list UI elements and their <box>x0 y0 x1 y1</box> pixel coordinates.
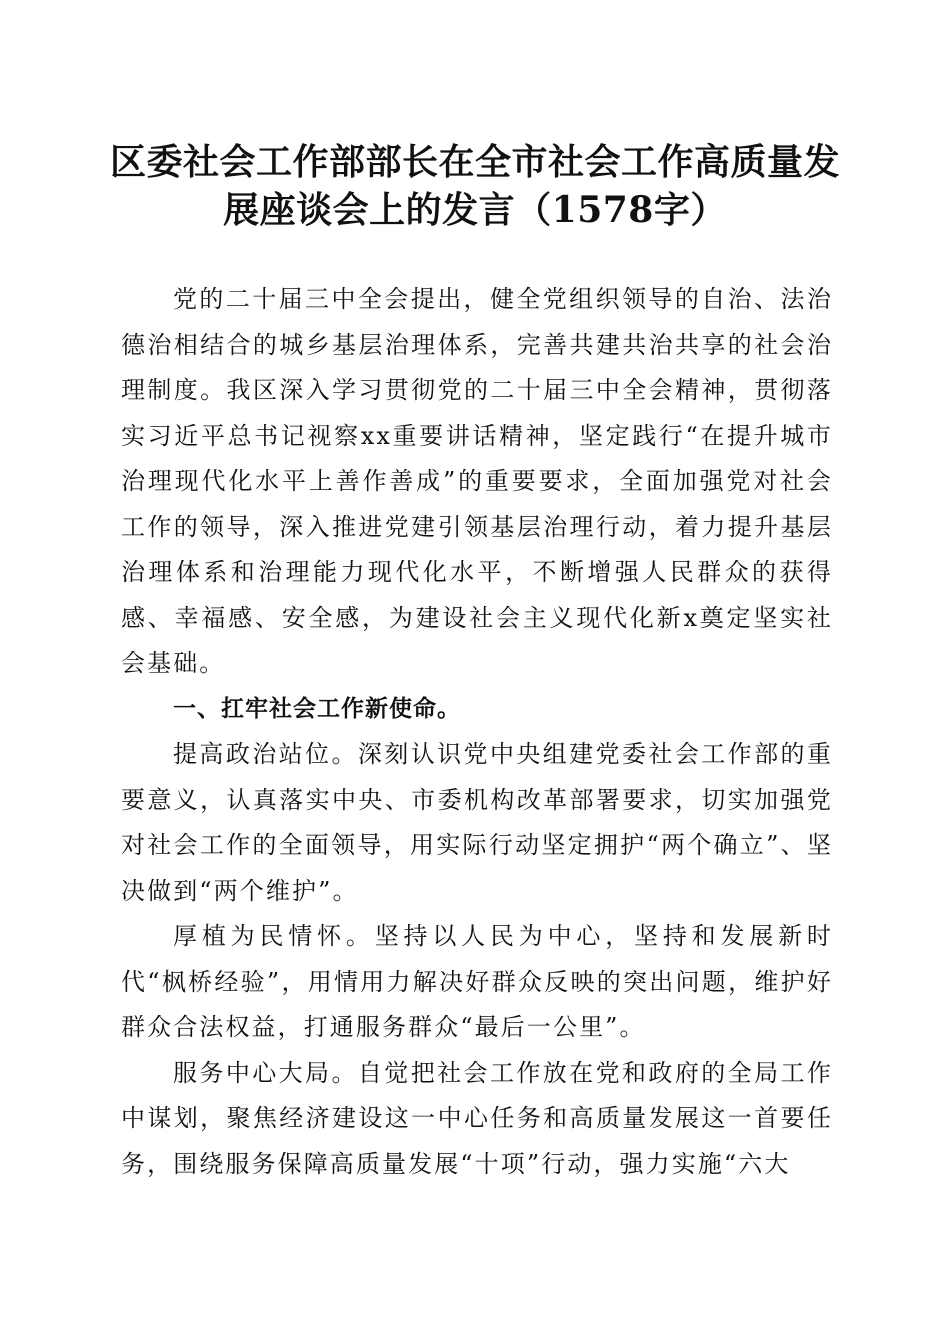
section1-paragraph-political-stance: 提高政治站位。深刻认识党中央组建党委社会工作部的重要意义，认真落实中央、市委机构改革部署要求，切实加强党对社会工作的全面领导，用实际行动坚定拥护“两个确立”、坚决做到“两个维护”。 <box>121 740 833 905</box>
intro-paragraph: 党的二十届三中全会提出，健全党组织领导的自治、法治德治相结合的城乡基层治理体系，完善共建共治共享的社会治理制度。我区深入学习贯彻党的二十届三中全会精神，贯彻落实习近平总书记视察xx重要讲话精神，坚定践行“在提升城市治理现代化水平上善作善成”的重要要求，全面加强党对社会工作的领导，深入推进党建引领基层治理行动，着力提升基层治理体系和治理能力现代化水平，不断增强人民群众的获得感、幸福感、安全感，为建设社会主义现代化新x奠定坚实社会基础。 <box>121 285 833 677</box>
section-heading-1: 一、扛牢社会工作新使命。 <box>173 695 461 722</box>
title-line-2: 展座谈会上的发言（1578字） <box>223 189 727 231</box>
document-body <box>121 277 833 1187</box>
section1-paragraph-people-first: 厚植为民情怀。坚持以人民为中心，坚持和发展新时代“枫桥经验”，用情用力解决好群众反映的突出问题，维护好群众合法权益，打通服务群众“最后一公里”。 <box>121 922 833 1041</box>
document-title <box>100 138 850 234</box>
section1-paragraph-serve-overall: 服务中心大局。自觉把社会工作放在党和政府的全局工作中谋划，聚焦经济建设这一中心任务和高质量发展这一首要任务，围绕服务保障高质量发展“十项”行动，强力实施“六大 <box>121 1058 833 1178</box>
title-line-1: 区委社会工作部部长在全市社会工作高质量发 <box>109 141 840 183</box>
